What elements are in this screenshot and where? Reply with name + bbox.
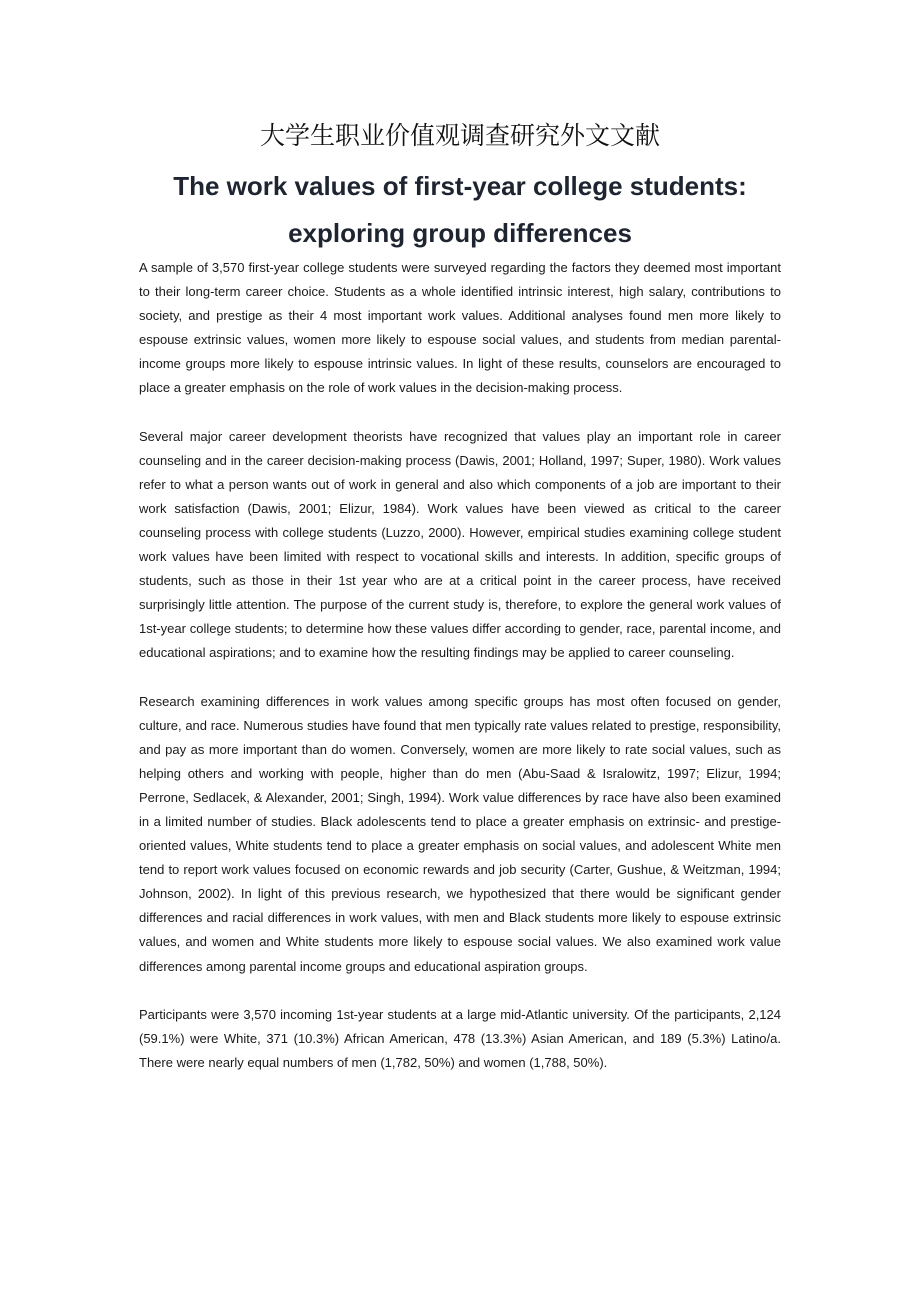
article-body [139,256,781,1099]
english-title [0,163,920,257]
chinese-title: 大学生职业价值观调查研究外文文献 [259,121,660,150]
english-title-line-2: exploring group differences [288,218,632,248]
participants-paragraph: Participants were 3,570 incoming 1st-year students at a large mid-Atlantic university. Of the participants, 2,124 (59.1%) were White, 371 (10.3%) African American, 478 (13.3%) Asian American, and 189 (5.3%) Latino/a. There were nearly equal numbers of men (1,782, 50%) and women (1,788, 50%). [139,1006,781,1070]
english-title-line-1: The work values of first-year college students: [173,171,747,201]
literature-paragraph: Research examining differences in work values among specific groups has most often focused on gender, culture, and race. Numerous studies have found that men typically rate values related to prestige, responsibility, and pay as more important than do women. Conversely, women are more likely to rate social values, such as helping others and working with people, higher than do men (Abu-Saad & Isralowitz, 1997; Elizur, 1994; Perrone, Sedlacek, & Alexander, 2001; Singh, 1994). Work value differences by race have also been examined in a limited number of studies. Black adolescents tend to place a greater emphasis on extrinsic- and prestige-oriented values, White students tend to place a greater emphasis on social values, and adolescent White men tend to report work values focused on economic rewards and job security (Carter, Gushue, & Weitzman, 1994; Johnson, 2002). In light of this previous research, we hypothesized that there would be significant gender differences and racial differences in work values, with men and Black students more likely to espouse extrinsic values, and women and White students more likely to espouse social values. We also examined work value differences among parental income groups and educational aspiration groups. [139,693,781,974]
abstract-paragraph: A sample of 3,570 first-year college students were surveyed regarding the factors they deemed most important to their long-term career choice. Students as a whole identified intrinsic interest, high salary, contributions to society, and prestige as their 4 most important work values. Additional analyses found men more likely to espouse extrinsic values, women more likely to espouse social values, and students from median parental-income groups more likely to espouse intrinsic values. In light of these results, counselors are encouraged to place a greater emphasis on the role of work values in the decision-making process. [139,260,781,396]
introduction-paragraph: Several major career development theorists have recognized that values play an important role in career counseling and in the career decision-making process (Dawis, 2001; Holland, 1997; Super, 1980). Work values refer to what a person wants out of work in general and also which components of a job are important to their work satisfaction (Dawis, 2001; Elizur, 1984). Work values have been viewed as critical to the career counseling process with college students (Luzzo, 2000). However, empirical studies examining college student work values have been limited with respect to vocational skills and interests. In addition, specific groups of students, such as those in their 1st year who are at a critical point in the career process, have received surprisingly little attention. The purpose of the current study is, therefore, to explore the general work values of 1st-year college students; to determine how these values differ according to gender, race, parental income, and educational aspirations; and to examine how the resulting findings may be applied to career counseling. [139,428,781,661]
